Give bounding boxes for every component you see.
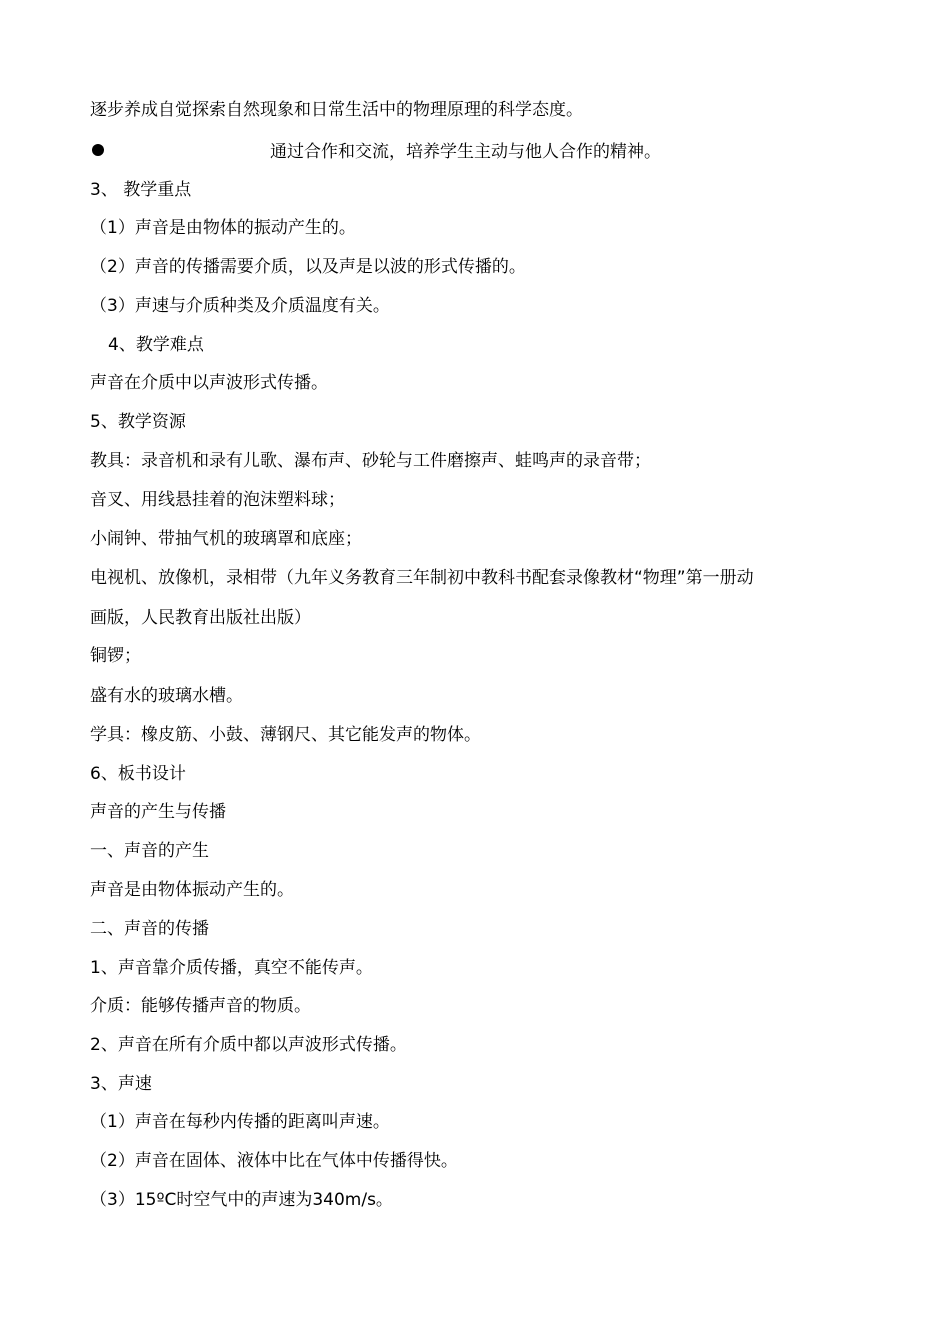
- board-item-3: 3、声速: [90, 1074, 152, 1094]
- board-item-1: 1、声音靠介质传播，真空不能传声。: [90, 958, 373, 978]
- heading-key-points: 3、 教学重点: [90, 180, 192, 200]
- board-item-2: 2、声音在所有介质中都以声波形式传播。: [90, 1035, 407, 1055]
- resource-student-aids: 学具：橡皮筋、小鼓、薄钢尺、其它能发声的物体。: [90, 725, 481, 745]
- paragraph-cooperation: 通过合作和交流，培养学生主动与他人合作的精神。: [270, 142, 661, 162]
- board-section-2: 二、声音的传播: [90, 919, 209, 939]
- key-point-2: （2）声音的传播需要介质，以及声是以波的形式传播的。: [90, 257, 526, 277]
- resource-alarm-clock: 小闹钟、带抽气机的玻璃罩和底座；: [90, 529, 362, 549]
- speed-point-1: （1）声音在每秒内传播的距离叫声速。: [90, 1112, 390, 1132]
- heading-resources: 5、教学资源: [90, 412, 186, 432]
- heading-board-design: 6、板书设计: [90, 764, 186, 784]
- heading-difficulty: 4、教学难点: [108, 335, 204, 355]
- key-point-3: （3）声速与介质种类及介质温度有关。: [90, 296, 390, 316]
- speed-point-2: （2）声音在固体、液体中比在气体中传播得快。: [90, 1151, 458, 1171]
- board-section-1-text: 声音是由物体振动产生的。: [90, 880, 294, 900]
- difficulty-text: 声音在介质中以声波形式传播。: [90, 373, 328, 393]
- key-point-1: （1）声音是由物体的振动产生的。: [90, 218, 356, 238]
- resource-teaching-aids: 教具：录音机和录有儿歌、瀑布声、砂轮与工件磨擦声、蛙鸣声的录音带；: [90, 451, 651, 471]
- resource-tuning-fork: 音叉、用线悬挂着的泡沫塑料球；: [90, 490, 345, 510]
- board-medium-definition: 介质：能够传播声音的物质。: [90, 996, 311, 1016]
- speed-point-3: （3）15ºC时空气中的声速为340m/s。: [90, 1190, 393, 1210]
- bullet-icon: [92, 144, 104, 156]
- board-title: 声音的产生与传播: [90, 802, 226, 822]
- resource-water-tank: 盛有水的玻璃水槽。: [90, 686, 243, 706]
- resource-video-cont: 画版，人民教育出版社出版）: [90, 608, 311, 628]
- resource-video: 电视机、放像机，录相带（九年义务教育三年制初中教科书配套录像教材“物理”第一册动: [90, 568, 754, 588]
- paragraph-attitude: 逐步养成自觉探索自然现象和日常生活中的物理原理的科学态度。: [90, 100, 583, 120]
- resource-gong: 铜锣；: [90, 646, 141, 666]
- board-section-1: 一、声音的产生: [90, 841, 209, 861]
